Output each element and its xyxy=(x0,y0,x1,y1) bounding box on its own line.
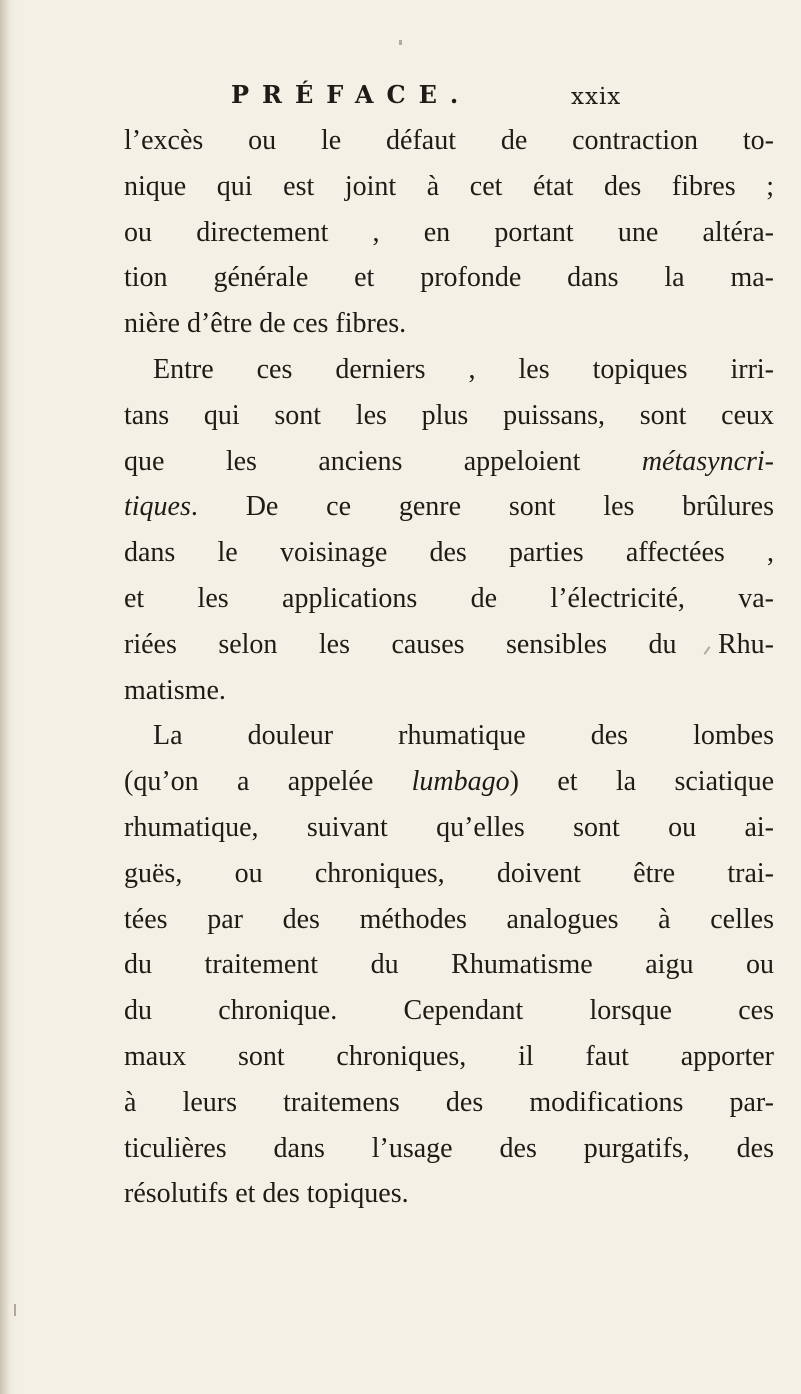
text-line xyxy=(124,393,774,439)
text-span: l’excès ou le défaut de contraction to- xyxy=(124,125,774,156)
text-line xyxy=(124,118,774,164)
text-line xyxy=(124,1080,774,1126)
text-span: ticulières dans l’usage des purgatifs, des xyxy=(124,1132,774,1164)
text-line xyxy=(124,805,774,851)
text-span: dans le voisinage des parties affectées , xyxy=(124,537,774,569)
paragraph xyxy=(124,347,774,713)
text-span: du traitement du Rhumatisme aigu ou xyxy=(124,949,774,981)
text-span: nique qui est joint à cet état des fibres ; xyxy=(124,170,774,202)
text-span: rhumatique, suivant qu’elles sont ou ai- xyxy=(124,811,774,843)
text-span: résolutifs et des topiques. xyxy=(124,1178,409,1210)
ink-speck xyxy=(14,1304,16,1316)
text-line xyxy=(124,164,774,210)
running-head xyxy=(0,74,801,114)
paragraph xyxy=(124,118,774,347)
text-span: que les anciens appeloient xyxy=(124,445,642,477)
text-line xyxy=(124,759,774,805)
text-line xyxy=(124,713,774,759)
text-line xyxy=(124,484,774,530)
ink-speck xyxy=(399,40,402,45)
text-span: et les applications de l’électricité, va- xyxy=(124,582,774,614)
text-line xyxy=(124,1126,774,1172)
text-span: maux sont chroniques, il faut apporter xyxy=(124,1040,774,1072)
italic-text-span: tiques xyxy=(124,491,191,523)
text-span: nière d’être de ces fibres. xyxy=(124,308,407,340)
text-span: à leurs traitemens des modifications par- xyxy=(124,1086,774,1118)
text-span: matisme. xyxy=(124,674,226,706)
running-head-title: PRÉFACE. xyxy=(231,80,472,109)
text-line xyxy=(124,897,774,943)
text-line xyxy=(124,851,774,897)
text-span: tées par des méthodes analogues à celles xyxy=(124,903,774,935)
page-number: xxix xyxy=(571,84,622,110)
text-span: riées selon les causes sensibles du Rhu- xyxy=(124,628,774,660)
text-line xyxy=(124,576,774,622)
italic-text-span: métasyncri- xyxy=(641,445,774,477)
text-line xyxy=(124,1171,774,1217)
text-span: Entre ces derniers , les topiques irri- xyxy=(153,353,774,385)
text-span: ) et la sciatique xyxy=(509,766,774,798)
text-line xyxy=(124,622,774,668)
spine-shadow xyxy=(0,0,10,1394)
text-span: du chronique. Cependant lorsque ces xyxy=(124,995,774,1027)
text-span: La douleur rhumatique des lombes xyxy=(153,720,774,752)
text-line xyxy=(124,942,774,988)
text-span: tans qui sont les plus puissans, sont ceux xyxy=(124,399,774,431)
text-line xyxy=(124,439,774,485)
body-text xyxy=(124,118,774,1217)
italic-text-span: lumbago xyxy=(411,766,510,798)
text-span: ou directement , en portant une altéra- xyxy=(124,216,774,248)
text-line xyxy=(124,1034,774,1080)
text-line xyxy=(124,668,774,714)
text-line xyxy=(124,988,774,1034)
text-span: (qu’on a appelée xyxy=(124,766,412,798)
text-span: guës, ou chroniques, doivent être trai- xyxy=(124,857,774,889)
text-span: tion générale et profonde dans la ma- xyxy=(124,262,774,294)
text-line xyxy=(124,347,774,393)
text-line xyxy=(124,530,774,576)
text-line xyxy=(124,210,774,256)
paragraph xyxy=(124,713,774,1217)
text-line xyxy=(124,301,774,347)
text-line xyxy=(124,255,774,301)
text-span: . De ce genre sont les brûlures xyxy=(190,491,774,523)
